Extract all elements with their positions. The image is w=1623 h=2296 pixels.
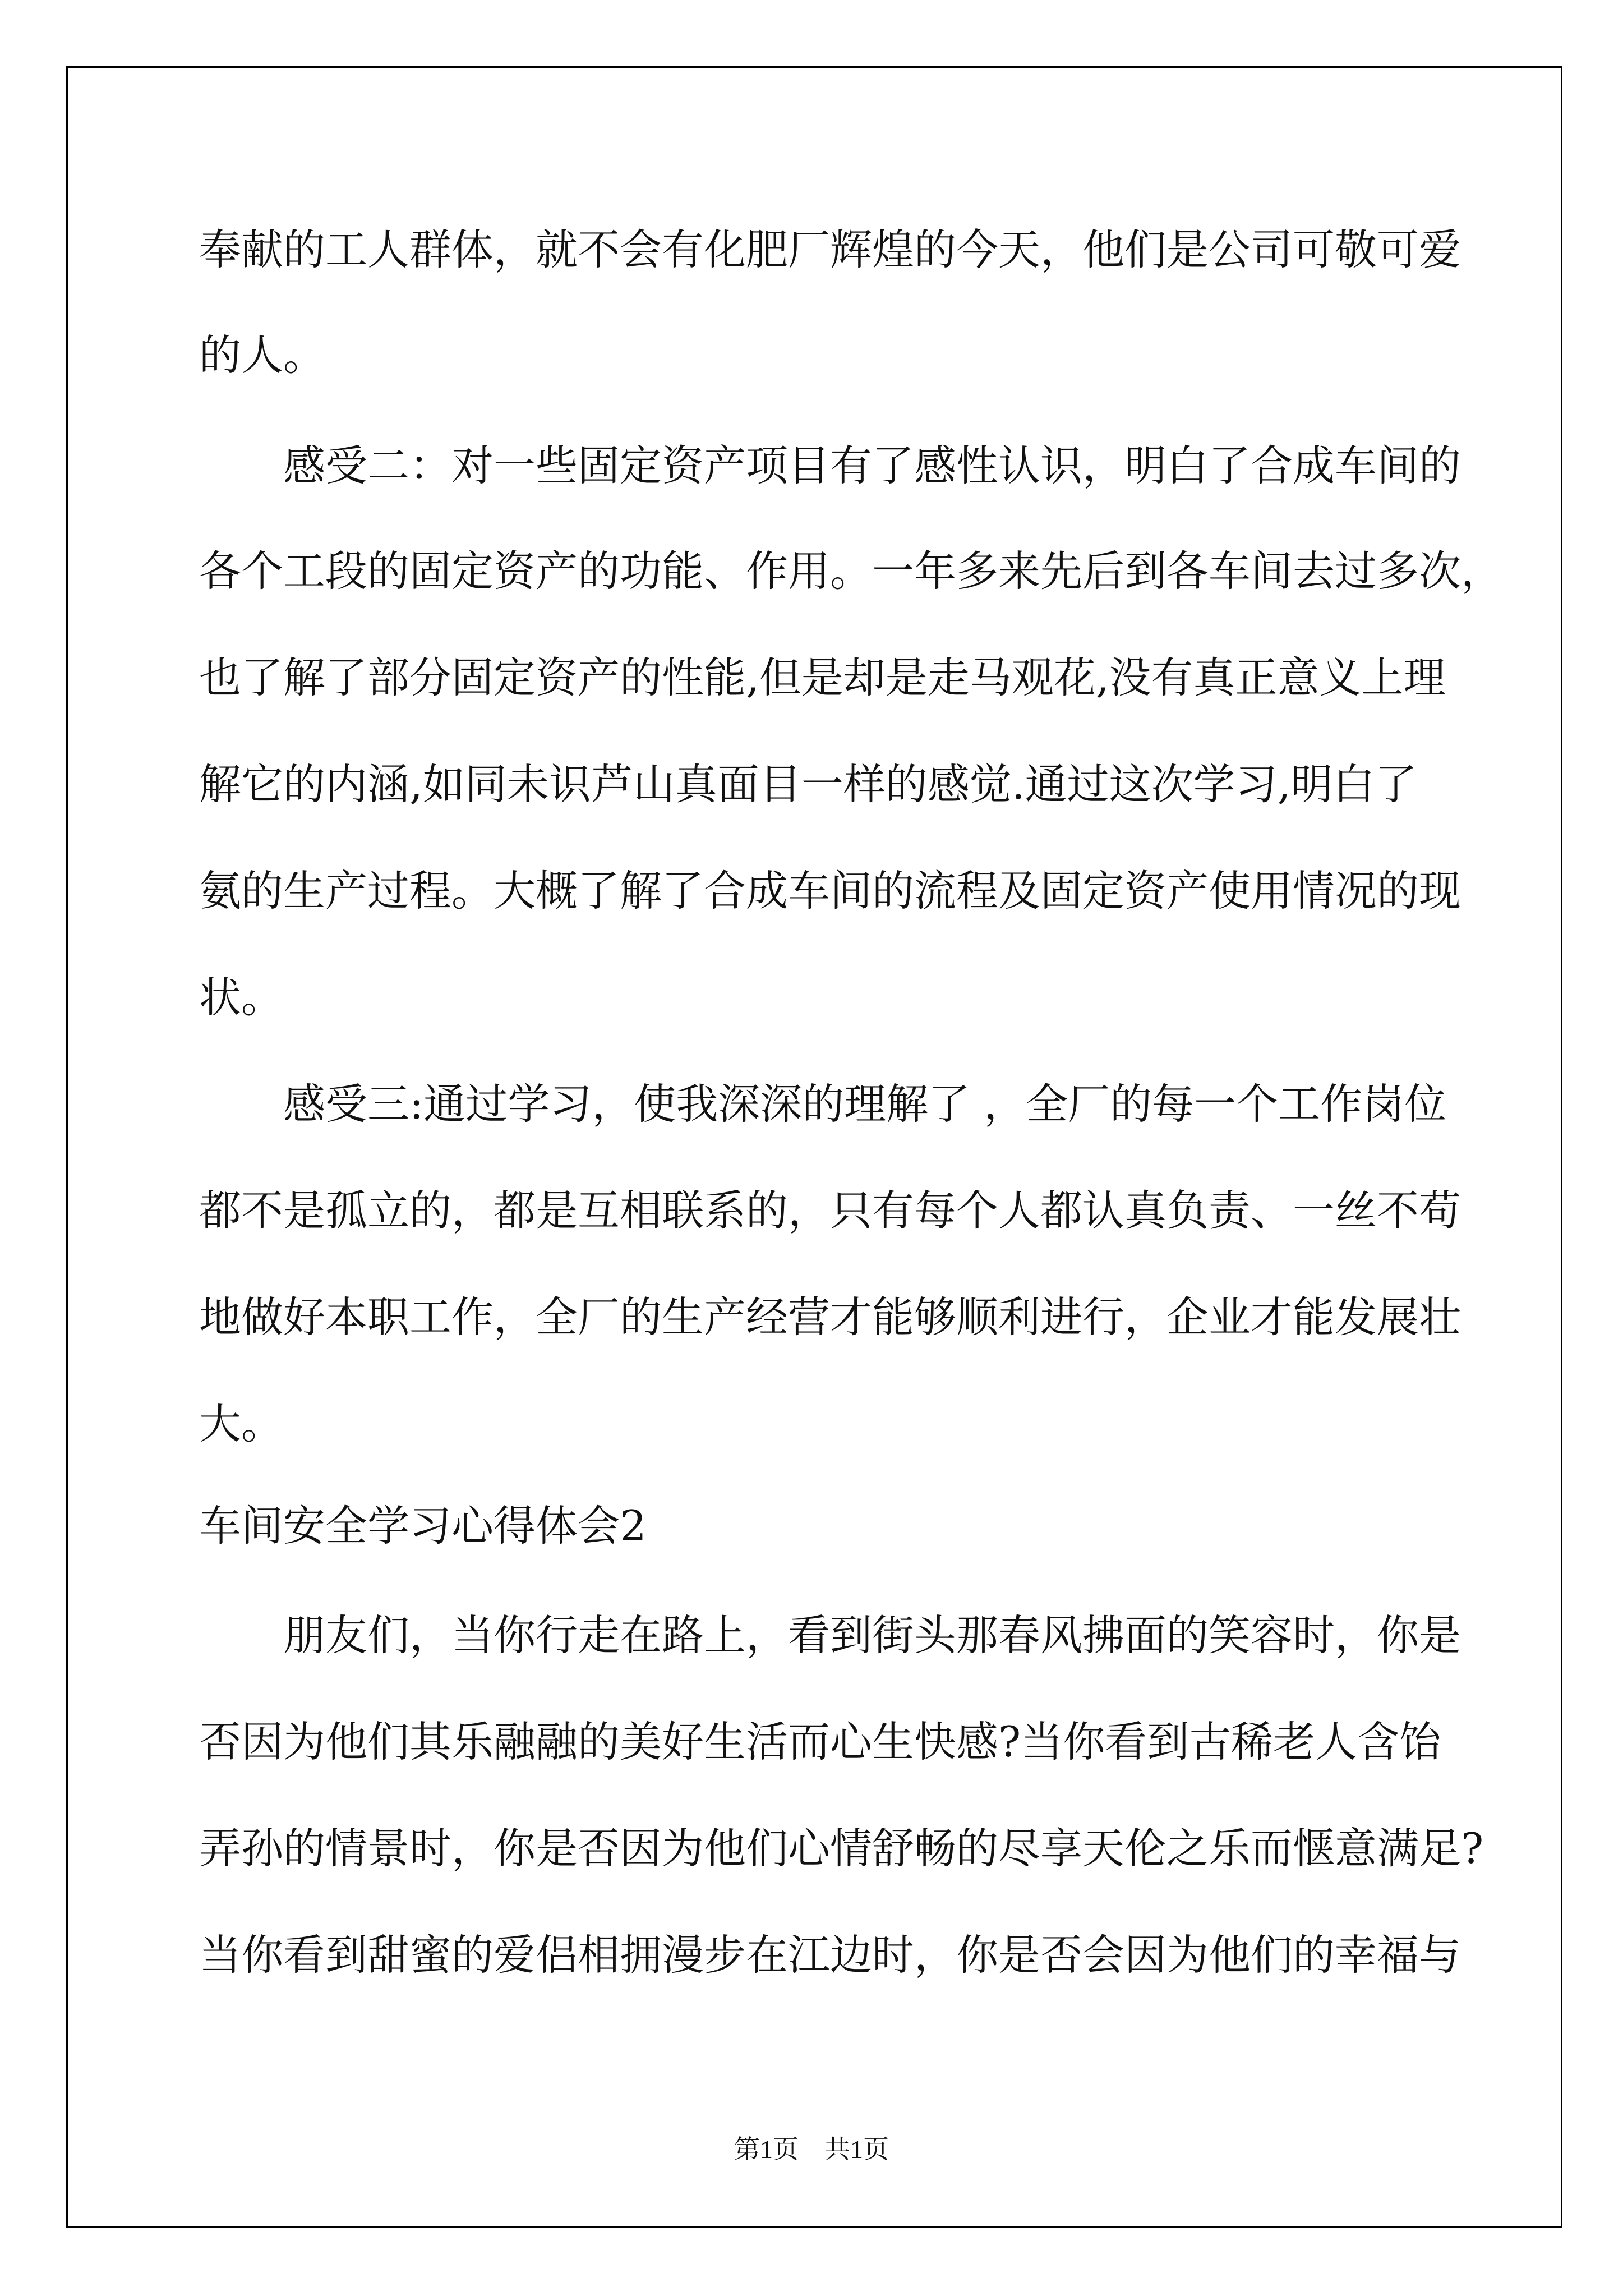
body-line-12: 大。 <box>199 1399 284 1448</box>
body-line-16: 弄孙的情景时，你是否因为他们心情舒畅的尽享天伦之乐而惬意满足? <box>199 1824 1484 1873</box>
body-line-5: 也了解了部分固定资产的性能,但是却是走马观花,没有真正意义上理 <box>199 653 1446 702</box>
page-footer: 第1页 共1页 <box>734 2135 889 2164</box>
body-line-15: 否因为他们其乐融融的美好生活而心生快感?当你看到古稀老人含饴 <box>199 1717 1442 1766</box>
body-line-6: 解它的内涵,如同未识芦山真面目一样的感觉.通过这次学习,明白了 <box>199 760 1417 809</box>
body-line-7: 氨的生产过程。大概了解了合成车间的流程及固定资产使用情况的现 <box>199 866 1461 915</box>
section-heading: 车间安全学习心得体会2 <box>199 1501 647 1550</box>
body-line-8: 状。 <box>199 973 284 1022</box>
body-line-14: 朋友们，当你行走在路上，看到街头那春风拂面的笑容时，你是 <box>199 1611 1461 1660</box>
body-line-3: 感受二：对一些固定资产项目有了感性认识，明白了合成车间的 <box>199 441 1461 490</box>
body-line-10: 都不是孤立的，都是互相联系的，只有每个人都认真负责、一丝不苟 <box>199 1186 1461 1235</box>
body-line-9: 感受三:通过学习，使我深深的理解了 ，全厂的每一个工作岗位 <box>199 1079 1447 1129</box>
body-line-2: 的人。 <box>199 330 326 380</box>
body-line-11: 地做好本职工作，全厂的生产经营才能够顺利进行，企业才能发展壮 <box>199 1292 1461 1342</box>
body-line-1: 奉献的工人群体，就不会有化肥厂辉煌的今天，他们是公司可敬可爱 <box>199 225 1461 274</box>
body-line-17: 当你看到甜蜜的爱侣相拥漫步在江边时，你是否会因为他们的幸福与 <box>199 1930 1461 1980</box>
body-line-4: 各个工段的固定资产的功能、作用。一年多来先后到各车间去过多次， <box>199 546 1504 596</box>
page-border <box>66 66 1562 2228</box>
